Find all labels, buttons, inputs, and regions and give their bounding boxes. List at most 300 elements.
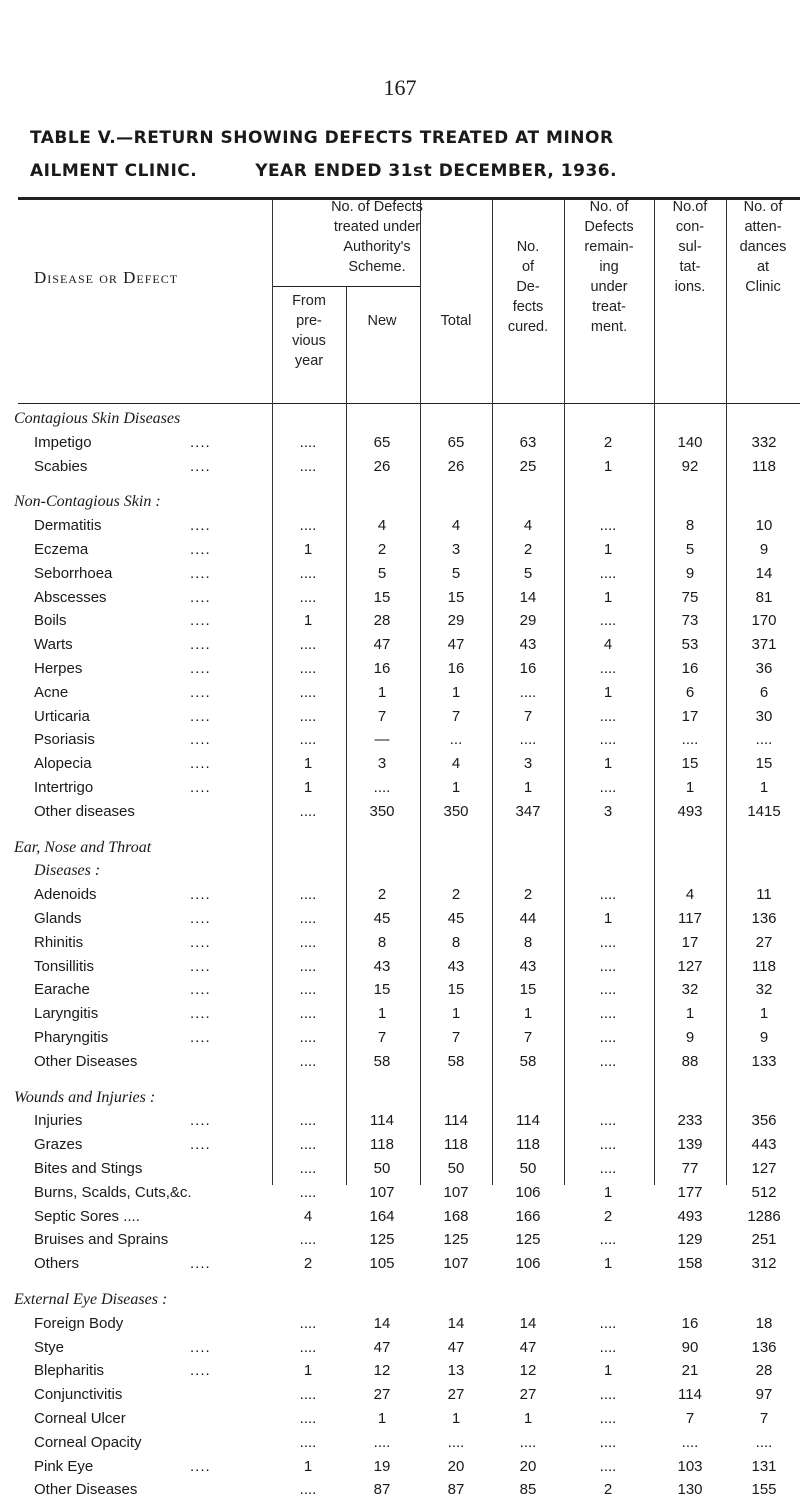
- table-cell: 90: [681, 1338, 699, 1356]
- leader-dots: ....: [190, 779, 211, 796]
- disease-name: Tonsillitis: [34, 957, 95, 975]
- table-cell: ....: [299, 1481, 317, 1499]
- remaining-header-line: remain-: [584, 239, 634, 255]
- table-cell: 1: [303, 1457, 313, 1475]
- table-cell: ....: [299, 1160, 317, 1177]
- table-cell: 27: [447, 1386, 465, 1404]
- table-cell: 1: [603, 588, 613, 606]
- table-cell: 1: [451, 779, 461, 796]
- table-cell: 14: [373, 1314, 391, 1332]
- table-cell: 371: [751, 636, 777, 654]
- table-cell: 114: [516, 1112, 540, 1130]
- leader-dots: ....: [190, 981, 211, 999]
- from_prev-header-line: vious: [292, 333, 326, 349]
- table-cell: ....: [599, 731, 617, 749]
- table-row: [0, 1160, 800, 1184]
- table-cell: 9: [685, 1029, 695, 1046]
- table-cell: 65: [447, 433, 465, 451]
- table-cell: 53: [681, 636, 699, 654]
- leader-dots: ....: [190, 1136, 211, 1154]
- table-cell: ....: [599, 1052, 617, 1070]
- table-cell: 1: [303, 612, 313, 630]
- leader-dots: ....: [190, 683, 211, 701]
- table-cell: 114: [444, 1112, 468, 1130]
- table-cell: 32: [755, 981, 773, 999]
- disease-name: Adenoids: [34, 886, 97, 904]
- disease-name: Foreign Body: [34, 1314, 124, 1332]
- section-heading: Diseases :: [34, 862, 101, 880]
- table-cell: 1: [603, 683, 613, 701]
- cured-header-line: No.: [516, 239, 540, 255]
- disease-name: Bruises and Sprains: [34, 1231, 169, 1249]
- table-cell: 2: [603, 1207, 613, 1225]
- table-cell: 47: [447, 1338, 465, 1356]
- table-cell: 4: [523, 517, 533, 535]
- table-cell: ....: [599, 933, 617, 951]
- table-row: [0, 1136, 800, 1160]
- disease-name: Dermatitis: [34, 517, 102, 535]
- table-cell: 5: [685, 541, 695, 558]
- clinic-label: AILMENT CLINIC.: [30, 161, 198, 181]
- table-cell: 47: [519, 1338, 537, 1356]
- table-row: [0, 981, 800, 1005]
- table-cell: ....: [519, 1433, 537, 1451]
- table-cell: 1: [603, 1255, 613, 1273]
- table-cell: 166: [515, 1207, 541, 1225]
- table-row: [0, 684, 800, 708]
- disease-name: Laryngitis: [34, 1005, 99, 1023]
- table-cell: 43: [373, 957, 391, 975]
- table-cell: 44: [519, 910, 537, 927]
- disease-name: Glands: [34, 910, 82, 927]
- table-row: [0, 803, 800, 827]
- table-cell: ....: [299, 707, 317, 725]
- leader-dots: ....: [190, 433, 211, 451]
- remaining-header-line: ing: [599, 259, 619, 275]
- table-cell: 15: [373, 981, 391, 999]
- table-cell: 3: [451, 541, 461, 558]
- table-cell: 1: [603, 910, 613, 927]
- table-cell: 170: [751, 612, 777, 630]
- disease-name: Stye: [34, 1338, 65, 1356]
- table-cell: 1286: [747, 1207, 781, 1225]
- table-cell: ....: [599, 660, 617, 677]
- table-cell: ....: [299, 588, 317, 606]
- table-cell: ....: [519, 683, 537, 701]
- leader-dots: ....: [190, 755, 211, 773]
- table-cell: 131: [751, 1457, 777, 1475]
- table-cell: ....: [299, 1338, 317, 1356]
- table-cell: 117: [678, 910, 702, 927]
- table-row: [0, 565, 800, 589]
- from_prev-header-line: From: [292, 293, 326, 309]
- table-cell: 332: [751, 433, 777, 451]
- attendances-header-line: No. of: [743, 199, 783, 215]
- table-cell: 73: [681, 612, 699, 630]
- table-cell: 50: [373, 1160, 391, 1177]
- table-cell: 312: [751, 1255, 777, 1273]
- table-cell: 15: [519, 981, 537, 999]
- table-cell: 92: [681, 457, 699, 475]
- table-cell: 45: [373, 910, 391, 927]
- leader-dots: ....: [190, 731, 211, 749]
- table-cell: ....: [755, 1433, 773, 1451]
- leader-dots: ....: [190, 564, 211, 582]
- table-cell: ....: [299, 433, 317, 451]
- table-cell: 118: [516, 1136, 540, 1154]
- table-cell: ....: [299, 1052, 317, 1070]
- table-cell: ....: [599, 957, 617, 975]
- table-row: [0, 1255, 800, 1279]
- table-cell: ....: [599, 1160, 617, 1177]
- table-cell: 155: [751, 1481, 777, 1499]
- table-cell: 1: [523, 1005, 533, 1023]
- consultations-header-line: sul-: [678, 239, 702, 255]
- table-cell: 6: [685, 683, 695, 701]
- table-cell: 103: [677, 1457, 703, 1475]
- page-number: 167: [383, 75, 417, 100]
- table-row: [0, 541, 800, 565]
- table-cell: 9: [685, 564, 695, 582]
- table-cell: 47: [373, 636, 391, 654]
- consultations-header: [654, 197, 726, 297]
- table-cell: 1: [451, 1410, 461, 1427]
- table-cell: 1415: [747, 802, 781, 820]
- table-cell: 5: [451, 564, 461, 582]
- table-cell: 125: [515, 1231, 541, 1249]
- table-cell: 105: [369, 1255, 395, 1273]
- leader-dots: ....: [190, 910, 211, 927]
- table-cell: 9: [759, 541, 769, 558]
- table-cell: 17: [681, 933, 699, 951]
- table-cell: ....: [299, 1183, 317, 1201]
- table-cell: 114: [678, 1386, 702, 1404]
- remaining-header-line: treat-: [592, 299, 626, 315]
- table-cell: 2: [303, 1255, 313, 1273]
- remaining-header: [564, 197, 654, 337]
- section-heading: Non-Contagious Skin :: [14, 493, 161, 511]
- table-cell: 4: [377, 517, 387, 535]
- table-cell: 107: [369, 1183, 395, 1201]
- section-heading: Wounds and Injuries :: [14, 1088, 156, 1106]
- table-cell: 1: [685, 1005, 695, 1023]
- table-cell: 43: [519, 636, 537, 654]
- table-cell: 17: [681, 707, 699, 725]
- table-cell: ....: [299, 802, 317, 820]
- table-cell: ....: [599, 1338, 617, 1356]
- leader-dots: ....: [190, 612, 211, 630]
- table-cell: 177: [677, 1183, 703, 1201]
- table-row: [0, 958, 800, 982]
- table-cell: 133: [751, 1052, 777, 1070]
- table-row: [0, 1112, 800, 1136]
- table-cell: ....: [599, 1457, 617, 1475]
- table-row: [0, 1458, 800, 1482]
- table-cell: 2: [523, 541, 533, 558]
- table-cell: 20: [519, 1457, 537, 1475]
- disease-name: Burns, Scalds, Cuts,&c.: [34, 1183, 192, 1201]
- table-cell: 16: [447, 660, 465, 677]
- table-cell: 1: [303, 1362, 313, 1380]
- table-cell: 443: [751, 1136, 777, 1154]
- table-cell: 164: [369, 1207, 395, 1225]
- table-cell: 28: [755, 1362, 773, 1380]
- table-row: [0, 1434, 800, 1458]
- table-cell: 118: [752, 957, 776, 975]
- table-cell: 2: [377, 886, 387, 904]
- table-cell: 106: [515, 1183, 541, 1201]
- table-row: [0, 612, 800, 636]
- table-cell: 50: [519, 1160, 537, 1177]
- year-label: YEAR ENDED 31st DECEMBER, 1936.: [255, 161, 618, 181]
- table-row: [0, 1053, 800, 1077]
- table-cell: 27: [373, 1386, 391, 1404]
- table-cell: 7: [377, 1029, 387, 1046]
- disease-name: Septic Sores ....: [34, 1207, 140, 1225]
- table-cell: ....: [599, 1005, 617, 1023]
- table-cell: 3: [377, 755, 387, 773]
- table-cell: 1: [759, 779, 769, 796]
- disease-name: Grazes: [34, 1136, 83, 1154]
- from_prev-header-line: pre-: [296, 313, 322, 329]
- disease-name: Injuries: [34, 1112, 83, 1130]
- table-cell: 8: [685, 517, 695, 535]
- disease-name: Alopecia: [34, 755, 92, 773]
- table-cell: 87: [373, 1481, 391, 1499]
- disease-name: Blepharitis: [34, 1362, 105, 1380]
- table-cell: 15: [373, 588, 391, 606]
- table-cell: 493: [677, 802, 703, 820]
- table-cell: 2: [377, 541, 387, 558]
- table-cell: 1: [451, 683, 461, 701]
- remaining-header-line: under: [590, 279, 628, 295]
- table-cell: ....: [681, 731, 699, 749]
- leader-dots: ....: [190, 541, 211, 558]
- table-cell: 4: [451, 755, 461, 773]
- table-cell: 251: [751, 1231, 777, 1249]
- table-cell: ....: [599, 981, 617, 999]
- table-cell: 1: [759, 1005, 769, 1023]
- table-cell: 1: [377, 683, 387, 701]
- table-cell: 16: [373, 660, 391, 677]
- cured-header: [492, 237, 564, 337]
- table-cell: 1: [603, 1183, 613, 1201]
- disease-name: Psoriasis: [34, 731, 95, 749]
- table-cell: 106: [515, 1255, 541, 1273]
- table-cell: 7: [523, 707, 533, 725]
- attendances-header-line: at: [756, 259, 770, 275]
- table-cell: 47: [447, 636, 465, 654]
- table-cell: 27: [755, 933, 773, 951]
- table-cell: ....: [299, 957, 317, 975]
- table-cell: 118: [752, 457, 776, 475]
- disease-name: Other Diseases: [34, 1052, 138, 1070]
- table-cell: 4: [303, 1207, 313, 1225]
- disease-name: Herpes: [34, 660, 83, 677]
- table-row: [0, 517, 800, 541]
- table-cell: 21: [681, 1362, 699, 1380]
- table-cell: 8: [451, 933, 461, 951]
- table-cell: ....: [599, 707, 617, 725]
- table-cell: 16: [681, 660, 699, 677]
- table-cell: 350: [369, 802, 395, 820]
- table-cell: 75: [681, 588, 699, 606]
- table-cell: 118: [444, 1136, 468, 1154]
- consultations-header-line: ions.: [674, 279, 706, 295]
- table-cell: 136: [751, 1338, 777, 1356]
- table-cell: 127: [751, 1160, 777, 1177]
- table-cell: 43: [519, 957, 537, 975]
- table-cell: 7: [523, 1029, 533, 1046]
- table-cell: 15: [447, 981, 465, 999]
- table-cell: 233: [677, 1112, 703, 1130]
- table-cell: ....: [599, 1112, 617, 1130]
- disease-name: Urticaria: [34, 707, 90, 725]
- disease-name: Rhinitis: [34, 933, 84, 951]
- cured-header-line: fects: [512, 299, 544, 315]
- table-cell: ....: [599, 564, 617, 582]
- table-cell: ....: [299, 517, 317, 535]
- table-cell: ....: [299, 1112, 317, 1130]
- disease-name: Earache: [34, 981, 90, 999]
- table-cell: 6: [759, 683, 769, 701]
- table-cell: 2: [523, 886, 533, 904]
- table-cell: 140: [677, 433, 703, 451]
- table-row: [0, 934, 800, 958]
- table-cell: 7: [451, 707, 461, 725]
- total-header: Total: [440, 313, 472, 329]
- remaining-header-line: No. of: [589, 199, 629, 215]
- leader-dots: ....: [190, 660, 211, 677]
- table-row: [0, 731, 800, 755]
- leader-dots: ....: [190, 957, 211, 975]
- table-cell: 5: [523, 564, 533, 582]
- table-cell: 1: [523, 1410, 533, 1427]
- table-cell: 15: [681, 755, 699, 773]
- table-cell: 32: [681, 981, 699, 999]
- table-cell: 1: [603, 755, 613, 773]
- table-cell: ....: [299, 1005, 317, 1023]
- table-cell: ....: [299, 981, 317, 999]
- table-cell: ....: [599, 1433, 617, 1451]
- table-cell: 4: [685, 886, 695, 904]
- table-cell: 5: [377, 564, 387, 582]
- table-cell: —: [374, 731, 390, 749]
- table-cell: ....: [299, 457, 317, 475]
- table-cell: 3: [523, 755, 533, 773]
- treated_group-header-line: Scheme.: [348, 259, 406, 275]
- table-cell: ....: [299, 910, 317, 927]
- leader-dots: ....: [190, 636, 211, 654]
- table-cell: ....: [599, 1231, 617, 1249]
- table-cell: ....: [373, 1433, 391, 1451]
- disease-name: Boils: [34, 612, 67, 630]
- from-previous-header: [272, 291, 346, 371]
- table-cell: ...: [449, 731, 463, 749]
- table-cell: 65: [373, 433, 391, 451]
- table-cell: ....: [599, 1410, 617, 1427]
- disease-header: Disease or Defect: [34, 268, 179, 287]
- disease-name: Scabies: [34, 457, 88, 475]
- table-cell: 1: [377, 1410, 387, 1427]
- table-cell: 158: [677, 1255, 703, 1273]
- table-cell: 4: [603, 636, 613, 654]
- disease-name: Pink Eye: [34, 1457, 94, 1475]
- table-cell: 8: [377, 933, 387, 951]
- section-heading: Contagious Skin Diseases: [14, 410, 181, 427]
- attendances-header-line: Clinic: [745, 279, 781, 295]
- disease-name: Corneal Opacity: [34, 1433, 142, 1451]
- section-heading: Ear, Nose and Throat: [14, 838, 152, 856]
- table-row: [0, 910, 800, 934]
- table-cell: ....: [299, 1029, 317, 1046]
- leader-dots: ....: [190, 1362, 211, 1380]
- table-cell: ....: [299, 886, 317, 904]
- table-cell: ....: [447, 1433, 465, 1451]
- disease-name: Abscesses: [34, 588, 107, 606]
- table-row: [0, 755, 800, 779]
- table-cell: 14: [519, 1314, 537, 1332]
- disease-name: Others: [34, 1255, 80, 1273]
- table-cell: 58: [447, 1052, 465, 1070]
- table-row: [0, 458, 800, 482]
- table-cell: 36: [755, 660, 773, 677]
- disease-name: Impetigo: [34, 433, 92, 451]
- table-cell: 87: [447, 1481, 465, 1499]
- table-cell: 2: [603, 1481, 613, 1499]
- table-cell: ....: [299, 683, 317, 701]
- disease-name: Other diseases: [34, 802, 135, 820]
- table-cell: 139: [677, 1136, 703, 1154]
- from_prev-header-line: year: [294, 353, 324, 369]
- disease-name: Pharyngitis: [34, 1029, 109, 1046]
- table-cell: 350: [443, 802, 469, 820]
- table-cell: ....: [599, 1136, 617, 1154]
- table-cell: ....: [299, 731, 317, 749]
- new-header: New: [367, 313, 397, 329]
- table-cell: 25: [519, 457, 537, 475]
- treated_group-header-line: treated under: [333, 219, 421, 235]
- attendances-header: [726, 197, 800, 297]
- table-cell: ....: [599, 1314, 617, 1332]
- attendances-header-line: dances: [739, 239, 787, 255]
- table-cell: 28: [373, 612, 391, 630]
- table-cell: ....: [519, 731, 537, 749]
- table-row: [0, 1315, 800, 1339]
- table-cell: 58: [373, 1052, 391, 1070]
- table-cell: 13: [447, 1362, 465, 1380]
- table-cell: 77: [681, 1160, 699, 1177]
- disease-name: Other Diseases: [34, 1481, 138, 1499]
- table-cell: 9: [759, 1029, 769, 1046]
- treated_group-header-line: Authority's: [343, 239, 411, 255]
- table-cell: ....: [299, 1433, 317, 1451]
- table-cell: 1: [523, 779, 533, 796]
- table-cell: 45: [447, 910, 465, 927]
- table-cell: 493: [677, 1207, 703, 1225]
- remaining-header-line: ment.: [590, 319, 628, 335]
- table-row: [0, 1208, 800, 1232]
- table-cell: 1: [303, 779, 313, 796]
- table-cell: ....: [599, 612, 617, 630]
- table-cell: 512: [751, 1183, 777, 1201]
- table-cell: 107: [443, 1183, 469, 1201]
- table-row: [0, 1339, 800, 1363]
- table-cell: 118: [370, 1136, 394, 1154]
- table-cell: ....: [599, 1029, 617, 1046]
- table-cell: ....: [755, 731, 773, 749]
- table-cell: 1: [603, 457, 613, 475]
